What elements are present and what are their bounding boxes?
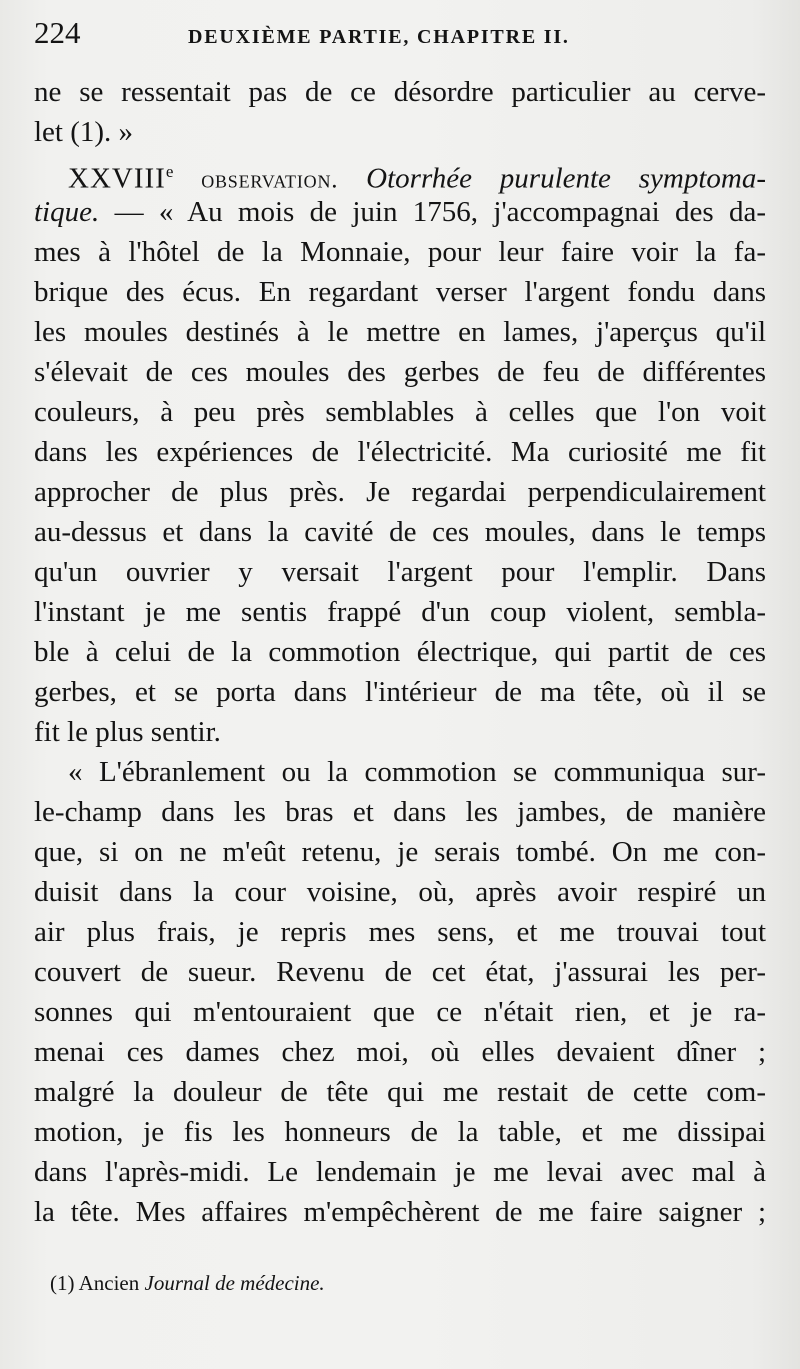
- text-line: menai ces dames chez moi, où elles devaient dîner ;: [34, 1036, 766, 1068]
- text-line: sonnes qui m'entouraient que ce n'était rien, et je ra-: [34, 996, 766, 1028]
- text-line: la tête. Mes affaires m'empêchèrent de me faire saigner ;: [34, 1196, 766, 1228]
- text-line-first-italic: [34, 192, 766, 232]
- main-text: [34, 72, 766, 1232]
- page-header: [34, 14, 770, 54]
- observation-heading-line: [34, 152, 767, 195]
- text-line: air plus frais, je repris mes sens, et me trouvai tout: [34, 916, 766, 948]
- observation-superscript: e: [165, 162, 174, 181]
- observation-title: Otorrhée purulente symptoma-: [366, 162, 767, 195]
- text-line: ble à celui de la commotion électrique, qui partit de ces: [34, 636, 766, 668]
- running-head: DEUXIÈME PARTIE, CHAPITRE II.: [188, 26, 570, 48]
- observation-title-continuation: tique.: [34, 196, 100, 228]
- text-line: qu'un ouvrier y versait l'argent pour l'emplir. Dans: [34, 556, 766, 588]
- text-line: let (1). »: [34, 116, 134, 148]
- text-line: les moules destinés à le mettre en lames, j'aperçus qu'il: [34, 316, 766, 348]
- text-line: dans l'après-midi. Le lendemain je me levai avec mal à: [34, 1156, 766, 1188]
- text-line: motion, je fis les honneurs de la table, et me dissipai: [34, 1116, 766, 1148]
- footnote: [50, 1268, 325, 1298]
- observation-number: XXVIII: [68, 162, 166, 195]
- text-line-remainder: — « Au mois de juin 1756, j'accompagnai des da-: [99, 196, 766, 228]
- footnote-text-prefix: Ancien: [78, 1271, 140, 1295]
- text-line: duisit dans la cour voisine, où, après avoir respiré un: [34, 876, 766, 908]
- footnote-source-title: Journal de médecine.: [144, 1271, 325, 1295]
- text-line: le-champ dans les bras et dans les jambes, de manière: [34, 796, 766, 828]
- text-line: approcher de plus près. Je regardai perpendiculairement: [34, 476, 766, 508]
- text-line: brique des écus. En regardant verser l'argent fondu dans: [34, 276, 766, 308]
- text-line: au-dessus et dans la cavité de ces moules, dans le temps: [34, 516, 766, 548]
- page-number: 224: [34, 15, 81, 50]
- text-line: s'élevait de ces moules des gerbes de feu de différentes: [34, 356, 766, 388]
- text-line: l'instant je me sentis frappé d'un coup violent, sembla-: [34, 596, 766, 628]
- text-line: dans les expériences de l'électricité. Ma curiosité me fit: [34, 436, 766, 468]
- text-line: ne se ressentait pas de ce désordre particulier au cerve-: [34, 76, 766, 108]
- text-line: que, si on ne m'eût retenu, je serais tombé. On me con-: [34, 836, 766, 868]
- text-line: fit le plus sentir.: [34, 716, 221, 748]
- observation-label: observation.: [201, 166, 339, 194]
- text-line: couleurs, à peu près semblables à celles que l'on voit: [34, 396, 766, 428]
- text-line: malgré la douleur de tête qui me restait de cette com-: [34, 1076, 766, 1108]
- text-line: gerbes, et se porta dans l'intérieur de ma tête, où il se: [34, 676, 766, 708]
- text-line-paragraph-start: « L'ébranlement ou la commotion se communiqua sur-: [68, 756, 766, 788]
- text-line: mes à l'hôtel de la Monnaie, pour leur faire voir la fa-: [34, 236, 766, 268]
- text-line: couvert de sueur. Revenu de cet état, j'assurai les per-: [34, 956, 766, 988]
- footnote-marker: (1): [50, 1271, 75, 1295]
